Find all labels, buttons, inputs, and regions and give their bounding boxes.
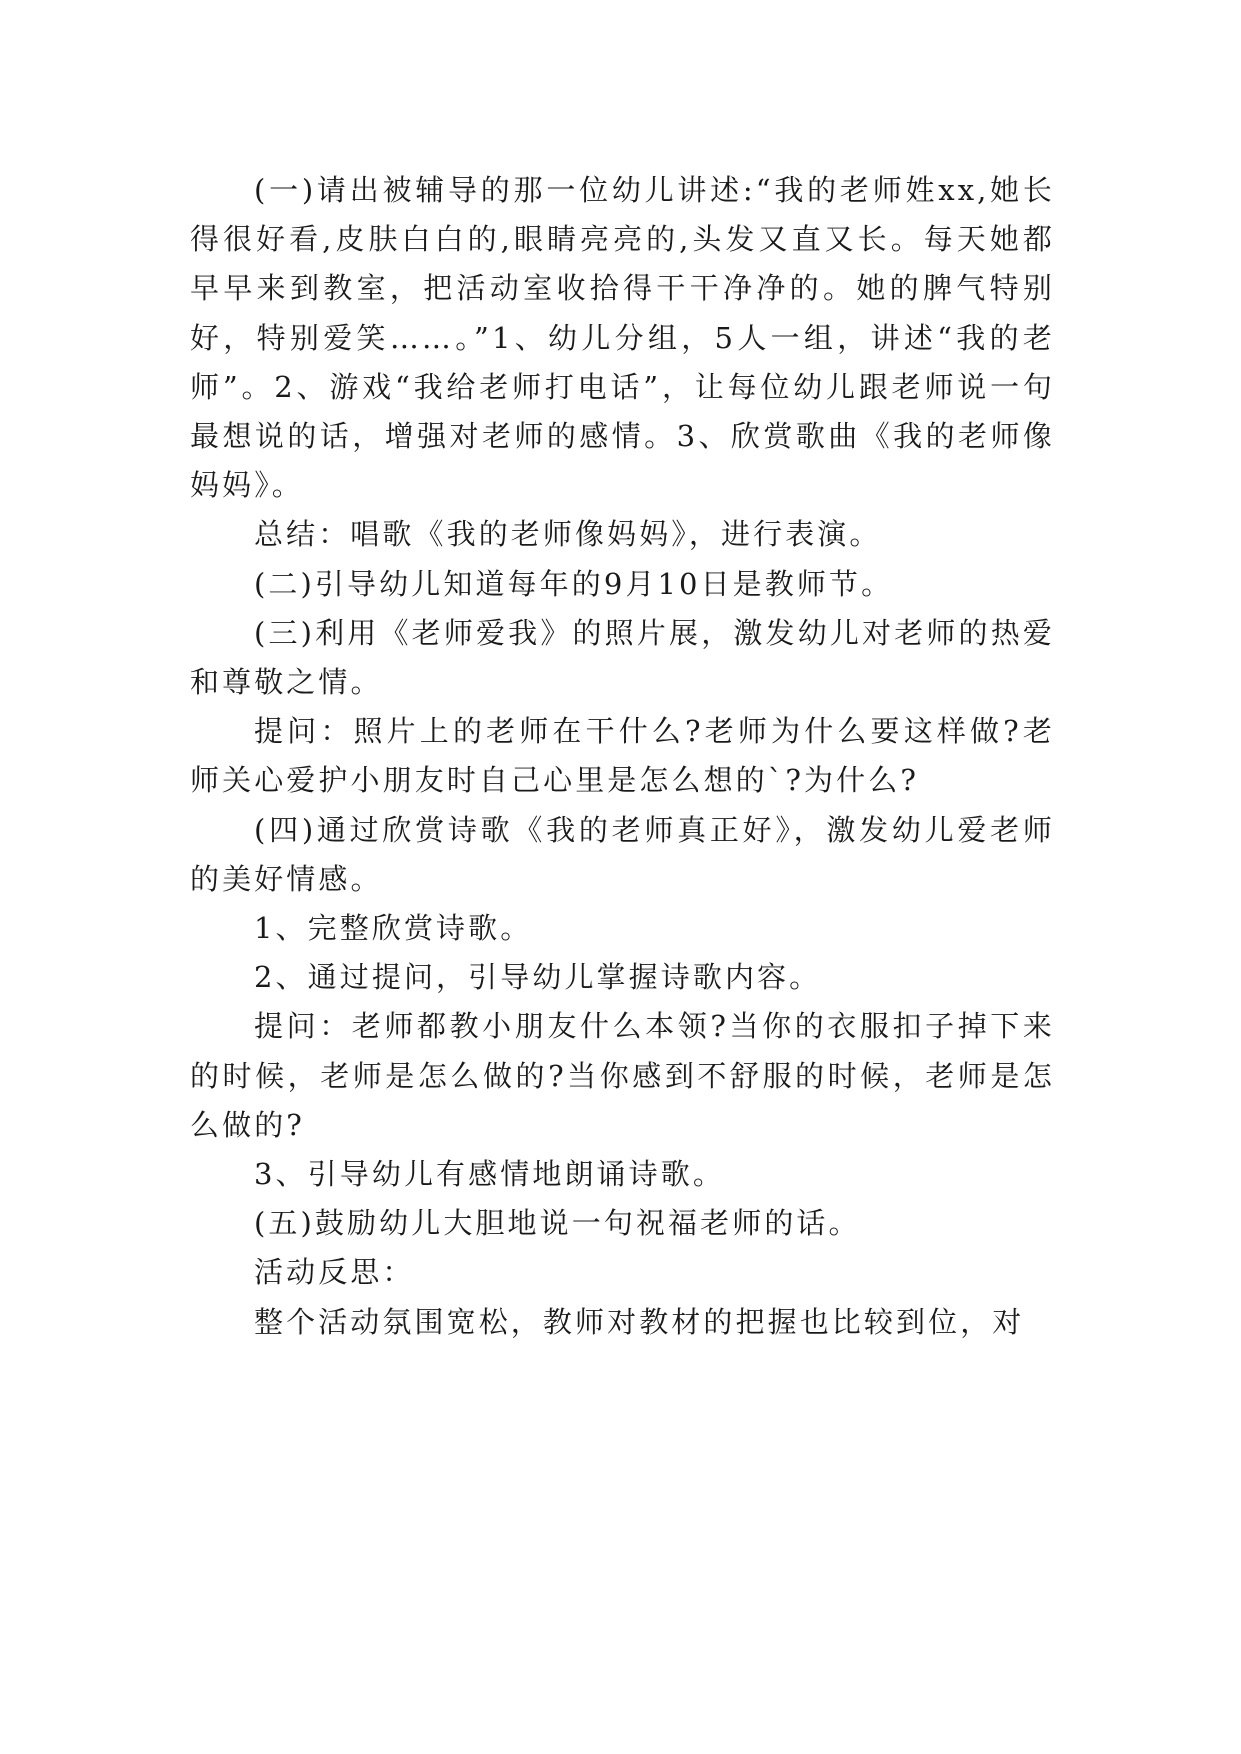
paragraph-step-two: 2、通过提问，引导幼儿掌握诗歌内容。 <box>254 960 822 995</box>
paragraph-section-five: (五)鼓励幼儿大胆地说一句祝福老师的话。 <box>254 1206 861 1241</box>
paragraph-step-three: 3、引导幼儿有感情地朗诵诗歌。 <box>254 1157 725 1192</box>
document-body <box>190 166 1055 1347</box>
paragraph-step-one: 1、完整欣赏诗歌。 <box>254 911 533 946</box>
paragraph-section-two: (二)引导幼儿知道每年的9月10日是教师节。 <box>254 566 894 601</box>
paragraph-section-four: (四)通过欣赏诗歌《我的老师真正好》，激发幼儿爱老师的美好情感。 <box>190 812 1055 896</box>
paragraph-question-one: 提问：照片上的老师在干什么?老师为什么要这样做?老师关心爱护小朋友时自己心里是怎么想的`?为什么? <box>190 714 1055 798</box>
paragraph-question-two: 提问：老师都教小朋友什么本领?当你的衣服扣子掉下来的时候，老师是怎么做的?当你感到不舒服的时候，老师是怎么做的? <box>190 1009 1055 1142</box>
paragraph-intro-story: (一)请出被辅导的那一位幼儿讲述:“我的老师姓xx,她长得很好看,皮肤白白的,眼睛亮亮的,头发又直又长。每天她都早早来到教室，把活动室收拾得干干净净的。她的脾气特别好，特别爱笑……。”1、幼儿分组，5人一组，讲述“我的老师”。2、游戏“我给老师打电话”，让每位幼儿跟老师说一句最想说的话，增强对老师的感情。3、欣赏歌曲《我的老师像妈妈》。 <box>190 173 1055 503</box>
paragraph-section-three: (三)利用《老师爱我》的照片展，激发幼儿对老师的热爱和尊敬之情。 <box>190 615 1055 700</box>
paragraph-summary: 总结：唱歌《我的老师像妈妈》，进行表演。 <box>254 517 882 552</box>
paragraph-reflection-text: 整个活动氛围宽松，教师对教材的把握也比较到位，对 <box>254 1304 1025 1339</box>
paragraph-reflection-heading: 活动反思： <box>254 1255 415 1290</box>
